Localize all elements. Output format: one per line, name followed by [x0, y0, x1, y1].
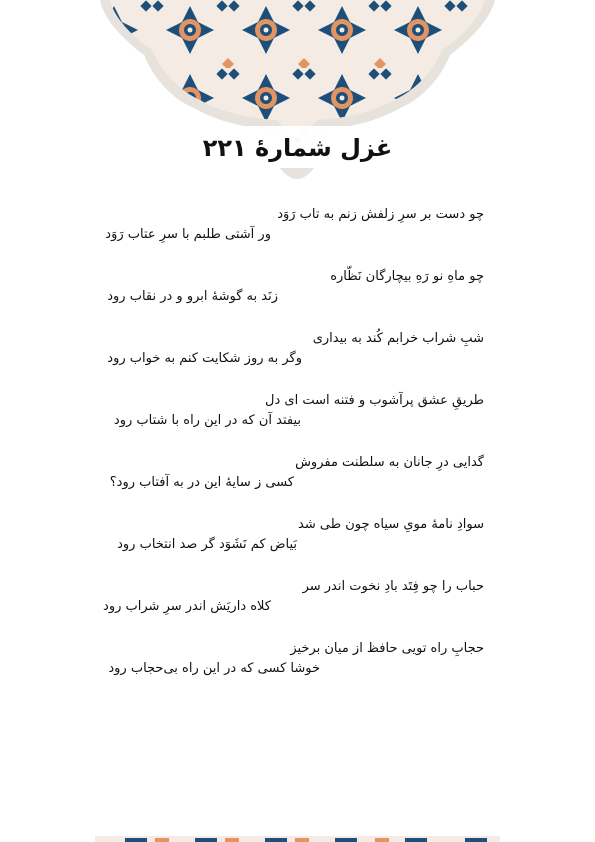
decorative-footer-border — [95, 836, 500, 842]
verse-first-hemistich: شبِ شراب خرابم کُند به بیداری — [312, 331, 484, 346]
couplet — [103, 575, 484, 637]
decorative-header-ornament — [0, 0, 595, 200]
couplet — [110, 451, 484, 513]
verse-second-hemistich: زنَد به گوشهٔ ابرو و در نقاب رود — [107, 289, 278, 304]
verse-second-hemistich: بیفتد آن که در این راه با شتاب رود — [113, 413, 301, 428]
couplet — [110, 389, 484, 451]
verse-second-hemistich: بَیاض کم نَشَوَد گر صد انتخاب رود — [117, 537, 297, 552]
couplet — [110, 513, 484, 575]
verse-second-hemistich: کسی ز سایهٔ این در به آفتاب رود؟ — [109, 475, 294, 490]
verse-first-hemistich: حباب را چو فِتَد بادِ نخوت اندر سر — [302, 579, 484, 594]
verse-first-hemistich: گدایی درِ جانان به سلطنت مفروش — [295, 455, 484, 470]
verse-first-hemistich: طریقِ عشق پرآشوب و فتنه است ای دل — [265, 393, 484, 408]
verse-second-hemistich: ور آشتی طلبم با سرِ عتاب رَوَد — [105, 227, 271, 242]
verse-second-hemistich: وگر به روز شکایت کنم به خواب رود — [107, 351, 302, 366]
verse-first-hemistich: سوادِ نامهٔ مویِ سیاه چون طی شد — [298, 517, 484, 532]
couplet — [105, 203, 484, 265]
poem-title: غزل شمارهٔ ۲۲۱ — [202, 134, 393, 162]
couplet — [107, 327, 484, 389]
verse-second-hemistich: خوشا کسی که در این راه بی‌حجاب رود — [108, 661, 320, 676]
verse-first-hemistich: چو ماهِ نو رَهِ بیچارگان نَظّاره — [330, 269, 484, 284]
verse-second-hemistich: کلاه داریَش اندر سرِ شراب رود — [103, 599, 271, 614]
couplet — [110, 637, 484, 699]
verse-first-hemistich: چو دست بر سرِ زلفش زنم به تاب رَوَد — [277, 207, 484, 222]
poem-body — [103, 203, 484, 699]
verse-first-hemistich: حجابِ راه تویی حافظ از میان برخیز — [290, 641, 484, 656]
couplet — [107, 265, 484, 327]
